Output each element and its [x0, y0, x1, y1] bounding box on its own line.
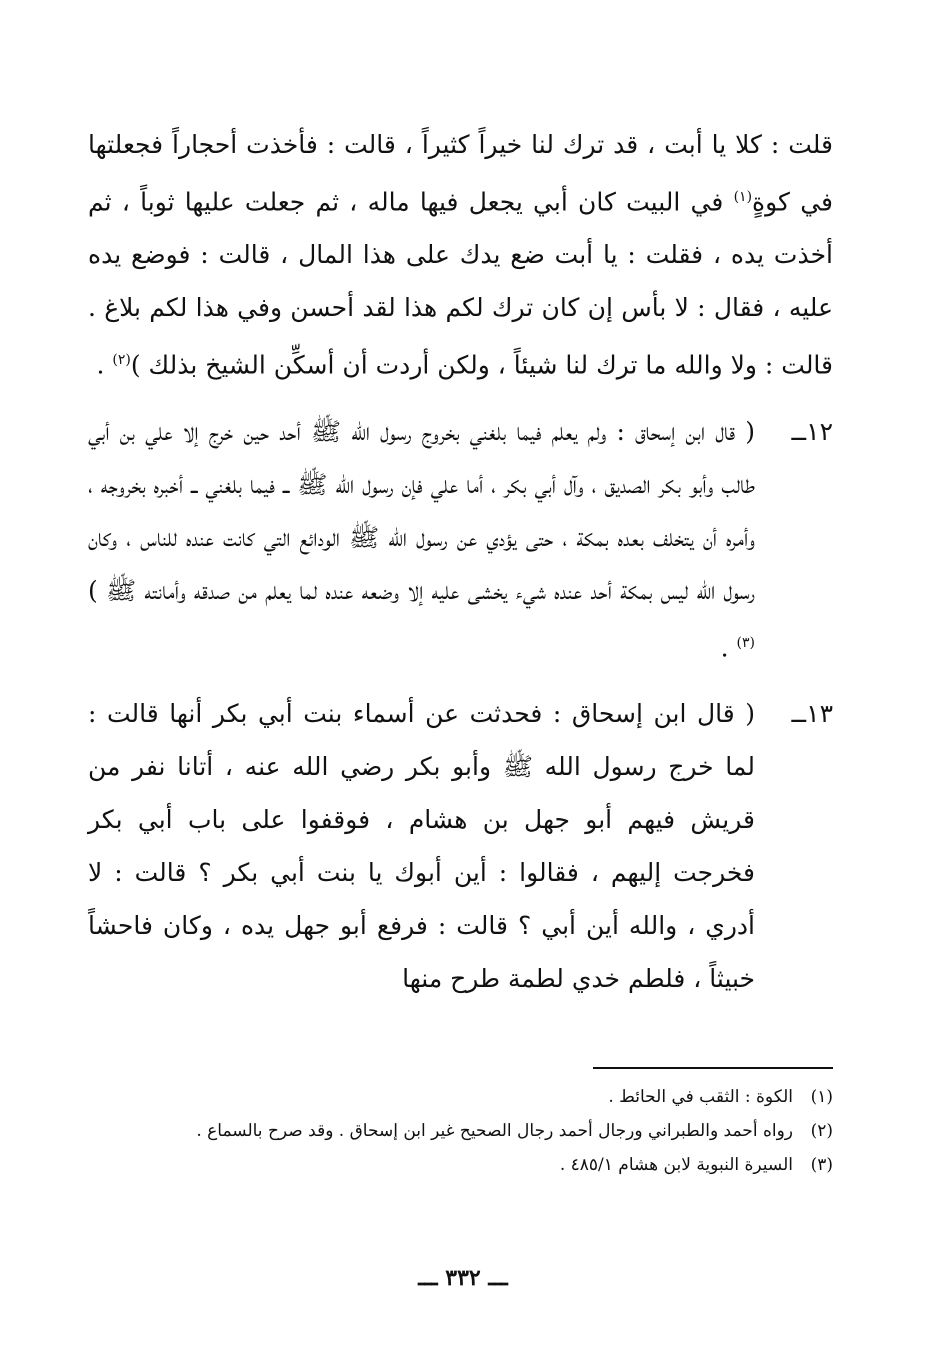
paragraph-12: [88, 405, 833, 674]
footnote-text: الكوة : الثقب في الحائط .: [608, 1087, 793, 1107]
footnote-separator: [593, 1067, 833, 1069]
main-text: [88, 118, 833, 1018]
footnote-2: [133, 1114, 833, 1148]
footnote-ref[interactable]: (٣): [736, 634, 755, 651]
paragraph-text: ( قال ابن إسحاق : ولم يعلم فيما بلغني بخروج رسول الله ﷺ أحد حين خرج إلا علي بن أبي طالب وأبو بكر الصديق ، وآل أبي بكر ، أما علي فإن رسول الله ﷺ ــ فيما بلغني ــ أخبره بخروجه ، وأمره أن يتخلف بعده بمكة ، حتى يؤدي عن رسول الله ﷺ الودائع التي كانت عنده للناس ، وكان رسول الله ليس بمكة أحد عنده شيء يخشى عليه إلا وضعه عنده لما يعلم من صدقه وأمانته ﷺ ): [88, 416, 755, 605]
footnote-3: [133, 1148, 833, 1182]
paragraph-text: .: [96, 350, 113, 380]
footnote-number: (٢): [810, 1121, 833, 1141]
paragraph-number: ١٢ــ: [791, 416, 833, 446]
footnote-ref[interactable]: (٢): [112, 352, 131, 369]
paragraph-text: قلت : كلا يا أبت ، قد ترك لنا خيراً كثيراً ، قالت : فأخذت أحجاراً فجعلتها في كوةٍ: [88, 130, 833, 217]
footnote-text: السيرة النبوية لابن هشام ٤٨٥/١ .: [559, 1155, 793, 1175]
paragraph-text: في البيت كان أبي يجعل فيها ماله ، ثم جعلت عليها ثوباً ، ثم أخذت يده ، فقلت : يا أبت ضع يدك على هذا المال ، قالت : فوضع يده عليه ، فقال : لا بأس إن كان ترك لكم هذا لقد أحسن وفي هذا لكم بلاغ . قالت : ولا والله ما ترك لنا شيئاً ، ولكن أردت أن أسكِّن الشيخ بذلك ): [88, 187, 833, 380]
footnote-number: (١): [810, 1087, 833, 1107]
page-number: ـــ ٣٣٢ ـــ: [418, 1265, 508, 1291]
footnotes: [133, 1080, 833, 1182]
paragraph-number: ١٣ــ: [791, 698, 833, 728]
footnote-ref[interactable]: (١): [733, 189, 753, 205]
paragraph-continuation: [88, 118, 833, 392]
paragraph-13: [88, 687, 833, 1005]
footnote-1: [133, 1080, 833, 1114]
footnote-text: رواه أحمد والطبراني ورجال أحمد رجال الصحيح غير ابن إسحاق . وقد صرح بالسماع .: [196, 1121, 793, 1141]
paragraph-text: .: [720, 632, 737, 662]
footnote-number: (٣): [810, 1155, 833, 1175]
paragraph-text: ( قال ابن إسحاق : فحدثت عن أسماء بنت أبي بكر أنها قالت : لما خرج رسول الله ﷺ وأبو بكر رضي الله عنه ، أتانا نفر من قريش فيهم أبو جهل بن هشام ، فوقفوا على باب أبي بكر فخرجت إليهم ، فقالوا : أين أبوك يا بنت أبي بكر ؟ قالت : لا أدري ، والله أين أبي ؟ قالت : فرفع أبو جهل يده ، وكان فاحشاً خبيثاً ، فلطم خدي لطمة طرح منها: [88, 698, 755, 993]
